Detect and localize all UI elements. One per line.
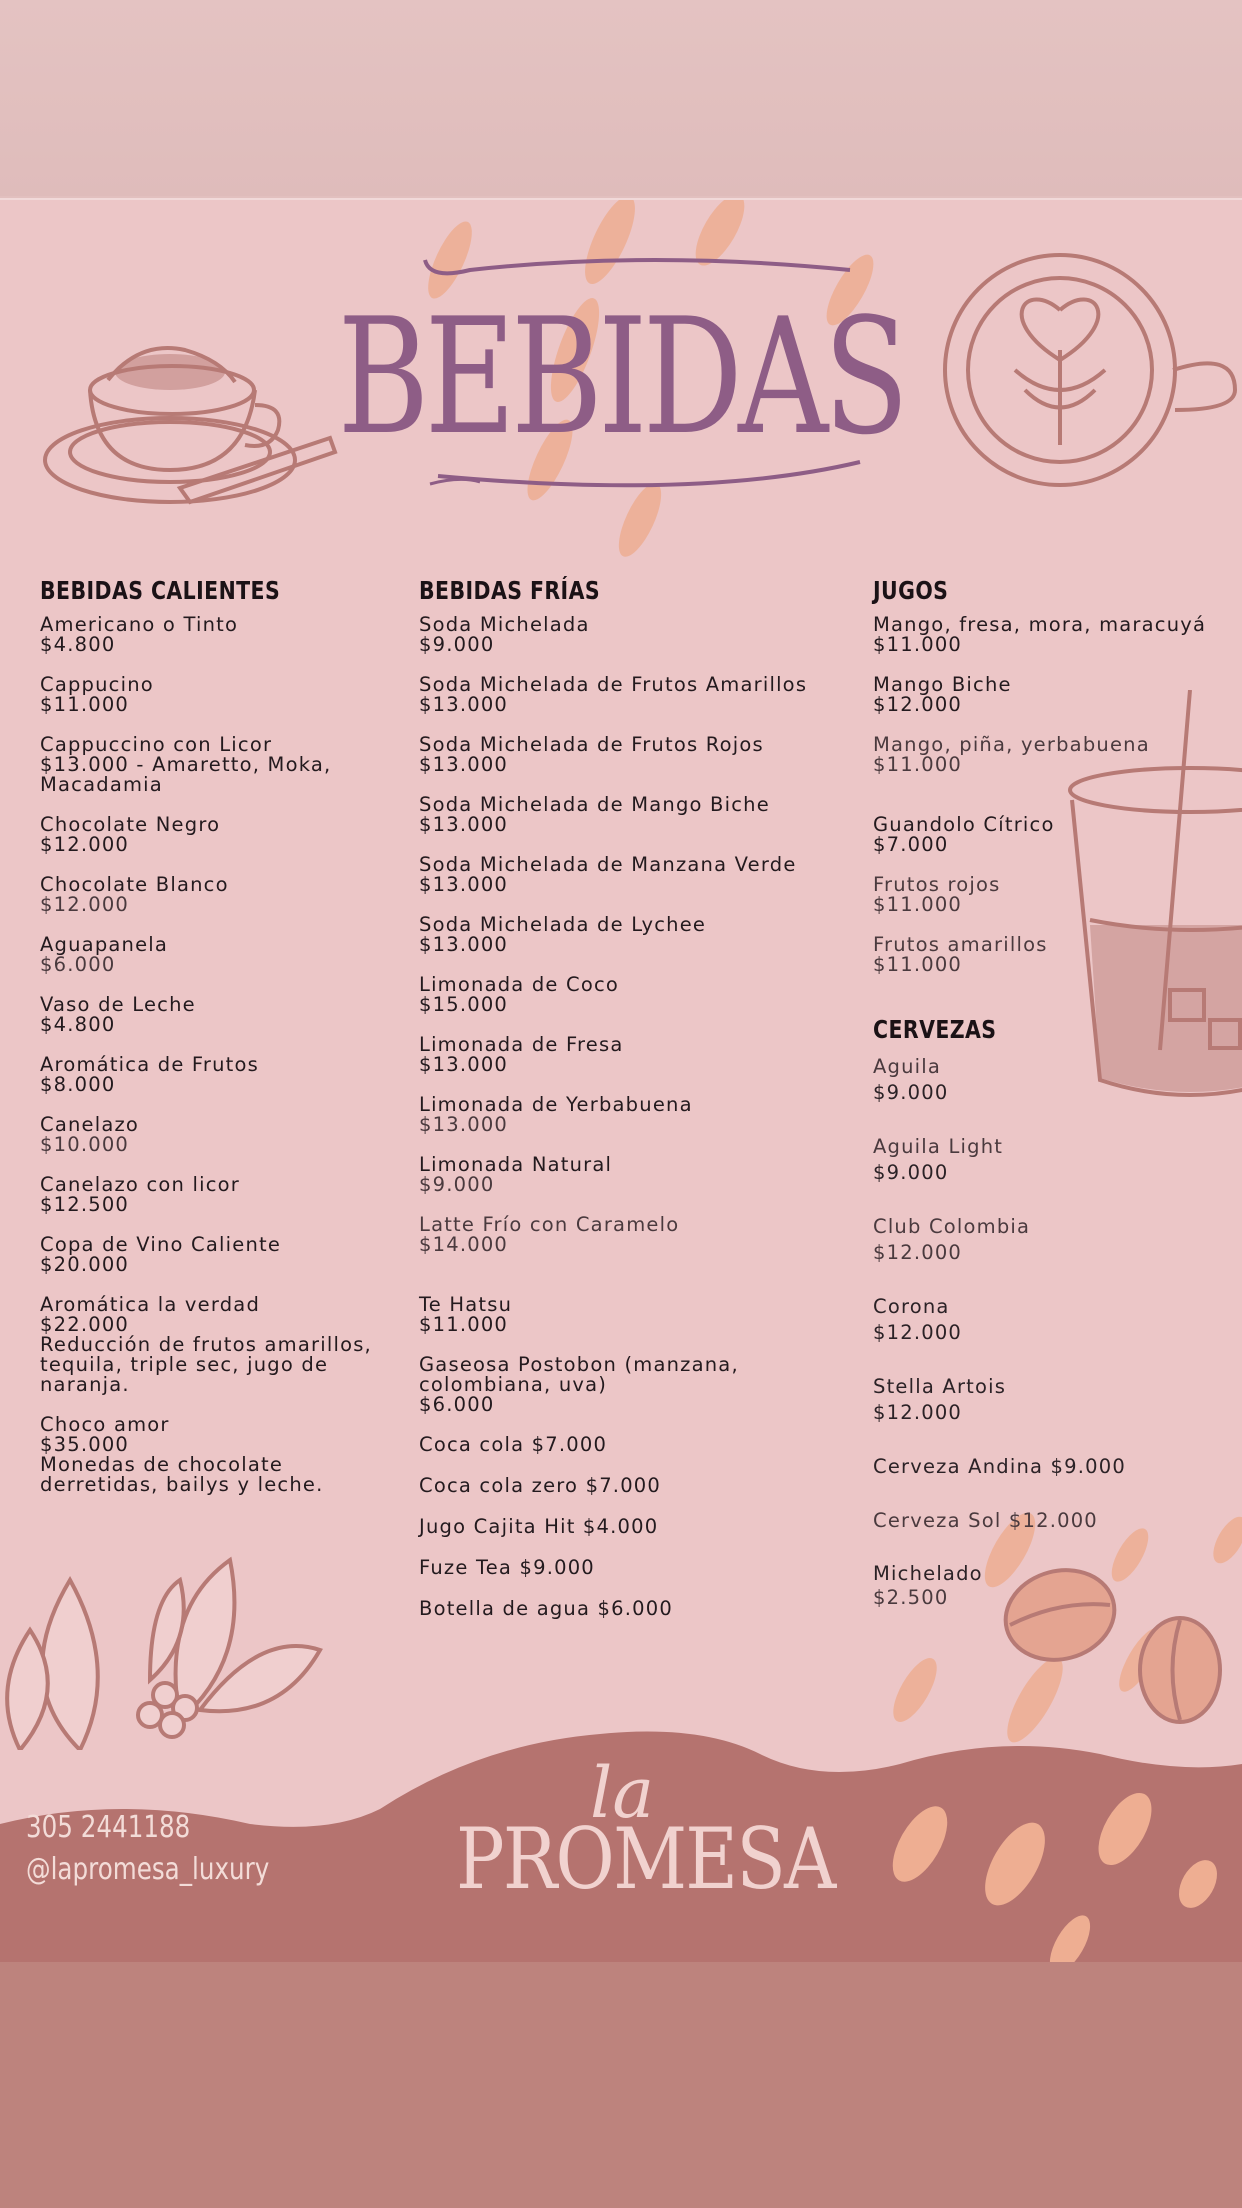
item-price: $12.000	[873, 693, 963, 716]
list-item: Cerveza Sol $12.000	[873, 1509, 1098, 1532]
list-item	[873, 875, 1233, 915]
item-name: Limonada de Yerbabuena	[419, 1093, 693, 1116]
hot-drinks-section	[40, 576, 400, 1515]
item-price: $13.000	[419, 1113, 509, 1136]
list-item	[40, 735, 400, 795]
item-price: $22.000	[40, 1313, 130, 1336]
cold-drinks-section	[419, 576, 839, 1640]
item-name: Mango, piña, yerbabuena	[873, 733, 1150, 756]
item-name: Soda Michelada de Manzana Verde	[419, 853, 797, 876]
item-name: Limonada de Coco	[419, 973, 620, 996]
item-price: $11.000	[873, 753, 963, 776]
item-price: $7.000	[873, 833, 949, 856]
list-item	[40, 1175, 400, 1215]
item-name: Frutos rojos	[873, 873, 1001, 896]
list-item	[873, 935, 1233, 975]
phone-number: 305 2441188	[26, 1810, 191, 1845]
logo-promesa: PROMESA	[456, 1810, 835, 1908]
item-price: $11.000	[40, 693, 130, 716]
item-price: $9.000	[873, 1081, 949, 1104]
juices-heading: JUGOS	[873, 576, 949, 605]
list-item	[419, 855, 839, 895]
item-price: $10.000	[40, 1133, 130, 1156]
item-name: Michelado	[873, 1562, 983, 1585]
list-item	[419, 1095, 839, 1135]
list-item: Coca cola $7.000	[419, 1433, 608, 1456]
list-item	[40, 935, 400, 975]
list-item	[873, 675, 1233, 715]
item-description: Monedas de chocolate derretidas, bailys y leche.	[40, 1453, 324, 1496]
hot-drinks-heading: BEBIDAS CALIENTES	[40, 576, 281, 605]
item-price: $12.000	[40, 893, 130, 916]
item-price: $13.000 - Amaretto, Moka, Macadamia	[40, 753, 332, 796]
item-price: $9.000	[419, 1173, 495, 1196]
top-band	[0, 0, 1242, 196]
list-item	[873, 1294, 1233, 1346]
item-price: $13.000	[419, 1053, 509, 1076]
item-price: $13.000	[419, 693, 509, 716]
item-price: $11.000	[873, 633, 963, 656]
item-name: Frutos amarillos	[873, 933, 1048, 956]
list-item	[40, 615, 400, 655]
item-price: $4.800	[40, 633, 116, 656]
juices-section	[873, 576, 1233, 1638]
list-item	[873, 1214, 1233, 1266]
item-name: Vaso de Leche	[40, 993, 196, 1016]
list-item	[419, 795, 839, 835]
item-price: $11.000	[419, 1313, 509, 1336]
instagram-handle: @lapromesa_luxury	[26, 1852, 270, 1887]
logo-la: la	[590, 1752, 655, 1834]
item-name: Limonada Natural	[419, 1153, 613, 1176]
menu-card	[0, 198, 1242, 1964]
item-name: Soda Michelada de Frutos Amarillos	[419, 673, 808, 696]
list-item	[40, 1295, 400, 1395]
item-price: $6.000	[419, 1393, 495, 1416]
coffee-cup-icon	[20, 320, 340, 540]
item-name: Cappuccino con Licor	[40, 733, 273, 756]
item-price: $20.000	[40, 1253, 130, 1276]
item-price: $12.000	[873, 1321, 963, 1344]
list-item	[419, 1155, 839, 1195]
item-price: $12.000	[873, 1401, 963, 1424]
list-item	[40, 675, 400, 715]
item-name: Gaseosa Postobon (manzana, colombiana, uva)	[419, 1353, 739, 1396]
item-name: Stella Artois	[873, 1375, 1007, 1398]
item-name: Corona	[873, 1295, 950, 1318]
item-price: $9.000	[873, 1161, 949, 1184]
item-price: $12.000	[873, 1241, 963, 1264]
list-item	[873, 1134, 1233, 1186]
list-item	[419, 1215, 839, 1255]
list-item	[419, 735, 839, 775]
item-name: Latte Frío con Caramelo	[419, 1213, 680, 1236]
list-item	[419, 975, 839, 1015]
item-price: $8.000	[40, 1073, 116, 1096]
list-item	[40, 875, 400, 915]
item-price: $13.000	[419, 753, 509, 776]
beers-heading: CERVEZAS	[873, 1015, 997, 1044]
list-item: Botella de agua $6.000	[419, 1597, 673, 1620]
item-name: Aromática la verdad	[40, 1293, 261, 1316]
item-name: Choco amor	[40, 1413, 170, 1436]
bottom-band	[0, 1962, 1242, 2208]
list-item	[873, 1054, 1233, 1106]
list-item: Fuze Tea $9.000	[419, 1556, 595, 1579]
list-item	[419, 1355, 839, 1415]
item-name: Mango, fresa, mora, maracuyá	[873, 613, 1207, 636]
item-name: Americano o Tinto	[40, 613, 239, 636]
item-name: Aguila Light	[873, 1135, 1004, 1158]
item-price: $13.000	[419, 813, 509, 836]
list-item	[419, 915, 839, 955]
list-item	[40, 1115, 400, 1155]
item-price: $14.000	[419, 1233, 509, 1256]
item-name: Chocolate Negro	[40, 813, 221, 836]
list-item: Coca cola zero $7.000	[419, 1474, 662, 1497]
item-name: Aguapanela	[40, 933, 169, 956]
item-name: Limonada de Fresa	[419, 1033, 624, 1056]
item-price: $12.000	[40, 833, 130, 856]
item-price: $13.000	[419, 873, 509, 896]
item-price: $2.500	[873, 1586, 949, 1609]
list-item	[40, 1235, 400, 1275]
list-item	[419, 1295, 839, 1335]
item-price: $6.000	[40, 953, 116, 976]
item-description: Reducción de frutos amarillos, tequila, triple sec, jugo de naranja.	[40, 1333, 372, 1396]
item-name: Chocolate Blanco	[40, 873, 229, 896]
item-price: $11.000	[873, 953, 963, 976]
item-name: Canelazo con licor	[40, 1173, 240, 1196]
item-price: $11.000	[873, 893, 963, 916]
list-item	[40, 1055, 400, 1095]
item-name: Soda Michelada	[419, 613, 590, 636]
item-price: $4.800	[40, 1013, 116, 1036]
list-item	[873, 1374, 1233, 1426]
list-item	[40, 995, 400, 1035]
item-price: $12.500	[40, 1193, 130, 1216]
list-item	[419, 675, 839, 715]
list-item: Cerveza Andina $9.000	[873, 1455, 1126, 1478]
item-name: Mango Biche	[873, 673, 1012, 696]
list-item	[873, 735, 1233, 775]
list-item: Jugo Cajita Hit $4.000	[419, 1515, 659, 1538]
latte-art-cup-icon	[935, 240, 1242, 500]
item-name: Cappucino	[40, 673, 154, 696]
item-price: $13.000	[419, 933, 509, 956]
item-name: Canelazo	[40, 1113, 140, 1136]
item-name: Guandolo Cítrico	[873, 813, 1055, 836]
list-item	[40, 1415, 400, 1495]
menu-title: BEBIDAS	[337, 283, 905, 470]
cold-drinks-heading: BEBIDAS FRÍAS	[419, 576, 601, 605]
item-name: Soda Michelada de Mango Biche	[419, 793, 770, 816]
item-price: $9.000	[419, 633, 495, 656]
item-name: Aguila	[873, 1055, 942, 1078]
item-name: Soda Michelada de Lychee	[419, 913, 707, 936]
item-price: $15.000	[419, 993, 509, 1016]
list-item	[419, 615, 839, 655]
item-name: Club Colombia	[873, 1215, 1031, 1238]
item-name: Soda Michelada de Frutos Rojos	[419, 733, 764, 756]
item-price: $35.000	[40, 1433, 130, 1456]
item-name: Te Hatsu	[419, 1293, 513, 1316]
list-item	[873, 615, 1233, 655]
list-item	[873, 1562, 1233, 1610]
item-name: Copa de Vino Caliente	[40, 1233, 282, 1256]
list-item	[419, 1035, 839, 1075]
list-item	[40, 815, 400, 855]
item-name: Aromática de Frutos	[40, 1053, 260, 1076]
list-item	[873, 815, 1233, 855]
